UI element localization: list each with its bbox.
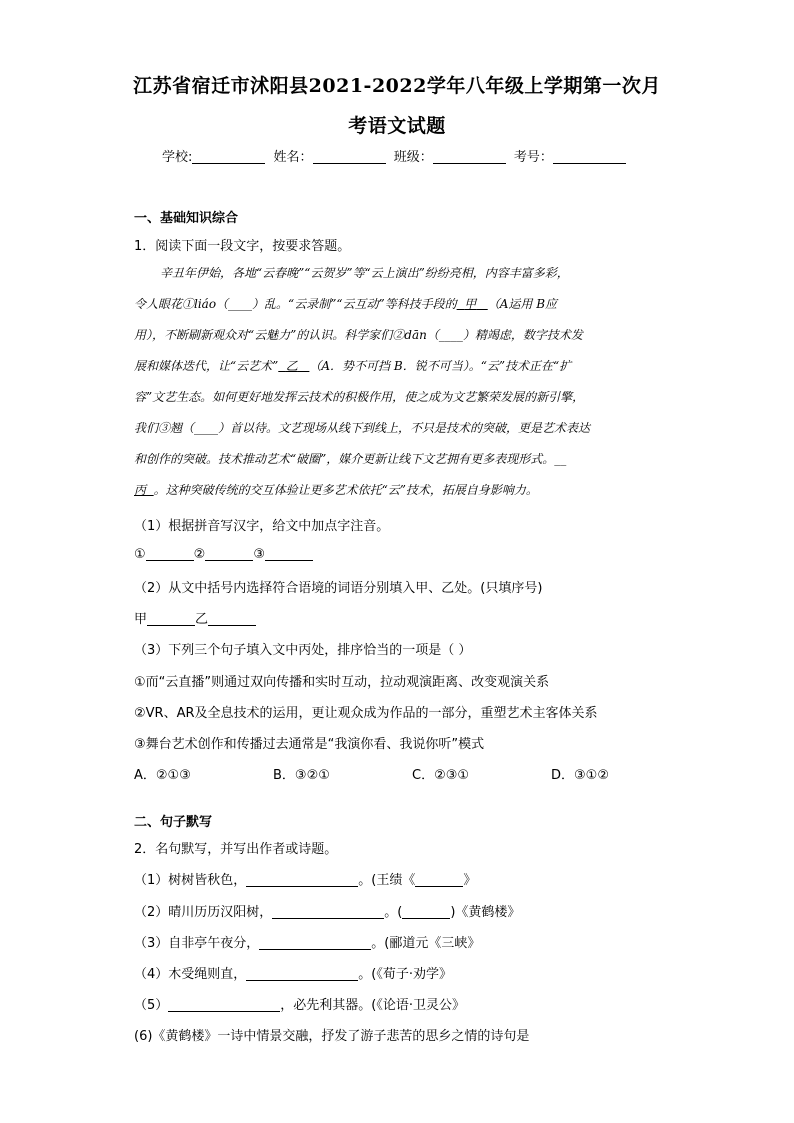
choice-b[interactable]: B．③②① [273, 768, 330, 783]
recitation-item-3: （3）自非亭午夜分， 。(郦道元《三峡》 [134, 936, 481, 951]
choice-options-row [134, 764, 690, 783]
passage-line: 和创作的突破。技术推动艺术“破圈”，媒介更新让线下文艺拥有更多表现形式。__ [134, 452, 567, 466]
answer-blank[interactable] [259, 935, 371, 950]
blank-jia[interactable]: 甲 [464, 297, 477, 311]
name-field[interactable] [313, 149, 386, 164]
class-field[interactable] [433, 149, 506, 164]
answer-blank[interactable] [246, 872, 358, 887]
recitation-item-6: (6)《黄鹤楼》一诗中情景交融，抒发了游子悲苦的思乡之情的诗句是 [134, 1029, 530, 1044]
answer-blank[interactable] [402, 904, 450, 919]
answer-blank[interactable] [147, 611, 195, 626]
question-2-intro: 2．名句默写，并写出作者或诗题。 [134, 842, 338, 857]
document-title-line-2: 考语文试题 [348, 115, 446, 137]
blank-bing[interactable]: 丙 [134, 483, 147, 497]
answer-blank[interactable] [246, 966, 358, 981]
recitation-item-4: （4）木受绳则直， 。(《荀子·劝学》 [134, 967, 452, 982]
sub-question-2-answers: 甲 乙 [134, 608, 256, 627]
answer-blank[interactable] [272, 904, 384, 919]
answer-blank[interactable] [208, 611, 256, 626]
sentence-option-1: ①而“云直播”则通过双向传播和实时互动，拉动观演距离、改变观演关系 [134, 675, 550, 690]
question-1-intro: 1．阅读下面一段文字，按要求答题。 [134, 239, 351, 254]
passage-line: 辛丑年伊始，各地“云春晚”“云贺岁”等“云上演出”纷纷亮相，内容丰富多彩， [160, 266, 569, 280]
recitation-item-5: （5） ，必先利其器。(《论语·卫灵公》 [134, 998, 465, 1013]
section-2-heading: 二、句子默写 [134, 815, 213, 830]
answer-blank[interactable] [146, 546, 194, 561]
passage-line: 用），不断刷新观众对“云魅力”的认识。科学家们②dān（____）精竭虑，数字技术发 [134, 328, 583, 342]
student-info-row [162, 146, 630, 165]
section-1-heading: 一、基础知识综合 [134, 211, 239, 226]
recitation-item-2: （2）晴川历历汉阳树， 。( )《黄鹤楼》 [134, 905, 521, 920]
choice-d[interactable]: D．③①② [551, 768, 609, 783]
answer-blank[interactable] [265, 546, 313, 561]
sub-question-1-answers: ① ② ③ [134, 546, 313, 562]
passage-line: 展和媒体迭代，让“云艺术” 乙 （A．势不可挡 B．锐不可当）。“云”技术正在“扩 [134, 359, 572, 373]
reading-passage [134, 258, 664, 506]
answer-blank[interactable] [415, 872, 463, 887]
recitation-item-1: （1）树树皆秋色， 。(王绩《 》 [134, 873, 477, 888]
sentence-option-3: ③舞台艺术创作和传播过去通常是“我演你看、我说你听”模式 [134, 737, 485, 752]
sentence-option-2: ②VR、AR及全息技术的运用，更让观众成为作品的一部分，重塑艺术主客体关系 [134, 706, 598, 721]
passage-line: 丙 。这种突破传统的交互体验让更多艺术依托“云”技术，拓展自身影响力。 [134, 483, 538, 497]
answer-blank[interactable] [205, 546, 253, 561]
sub-question-1: （1）根据拼音写汉字，给文中加点字注音。 [134, 519, 390, 534]
document-title-line-1: 江苏省宿迁市沭阳县2021-2022学年八年级上学期第一次月 [133, 75, 661, 97]
school-field[interactable] [192, 149, 265, 164]
sub-question-2: （2）从文中括号内选择符合语境的词语分别填入甲、乙处。(只填序号) [134, 581, 543, 596]
blank-yi[interactable]: 乙 [285, 359, 298, 373]
passage-line: 容”文艺生态。如何更好地发挥云技术的积极作用，使之成为文艺繁荣发展的新引擎， [134, 390, 585, 404]
passage-line: 我们③翘（____）首以待。文艺现场从线下到线上，不只是技术的突破，更是艺术表达 [134, 421, 591, 435]
choice-c[interactable]: C．②③① [412, 768, 470, 783]
exam-no-label: 考号： [513, 150, 553, 165]
passage-line: 令人眼花①liáo（____）乱。“云录制”“云互动”等科技手段的 甲 （A运用 B应 [134, 297, 558, 311]
answer-blank[interactable] [168, 997, 280, 1012]
choice-a[interactable]: A．②①③ [134, 768, 191, 783]
class-label: 班级： [393, 150, 433, 165]
sub-question-3: （3）下列三个句子填入文中丙处，排序恰当的一项是（ ） [134, 643, 472, 658]
exam-no-field[interactable] [553, 149, 626, 164]
school-label: 学校: [162, 150, 193, 165]
name-label: 姓名： [273, 150, 313, 165]
